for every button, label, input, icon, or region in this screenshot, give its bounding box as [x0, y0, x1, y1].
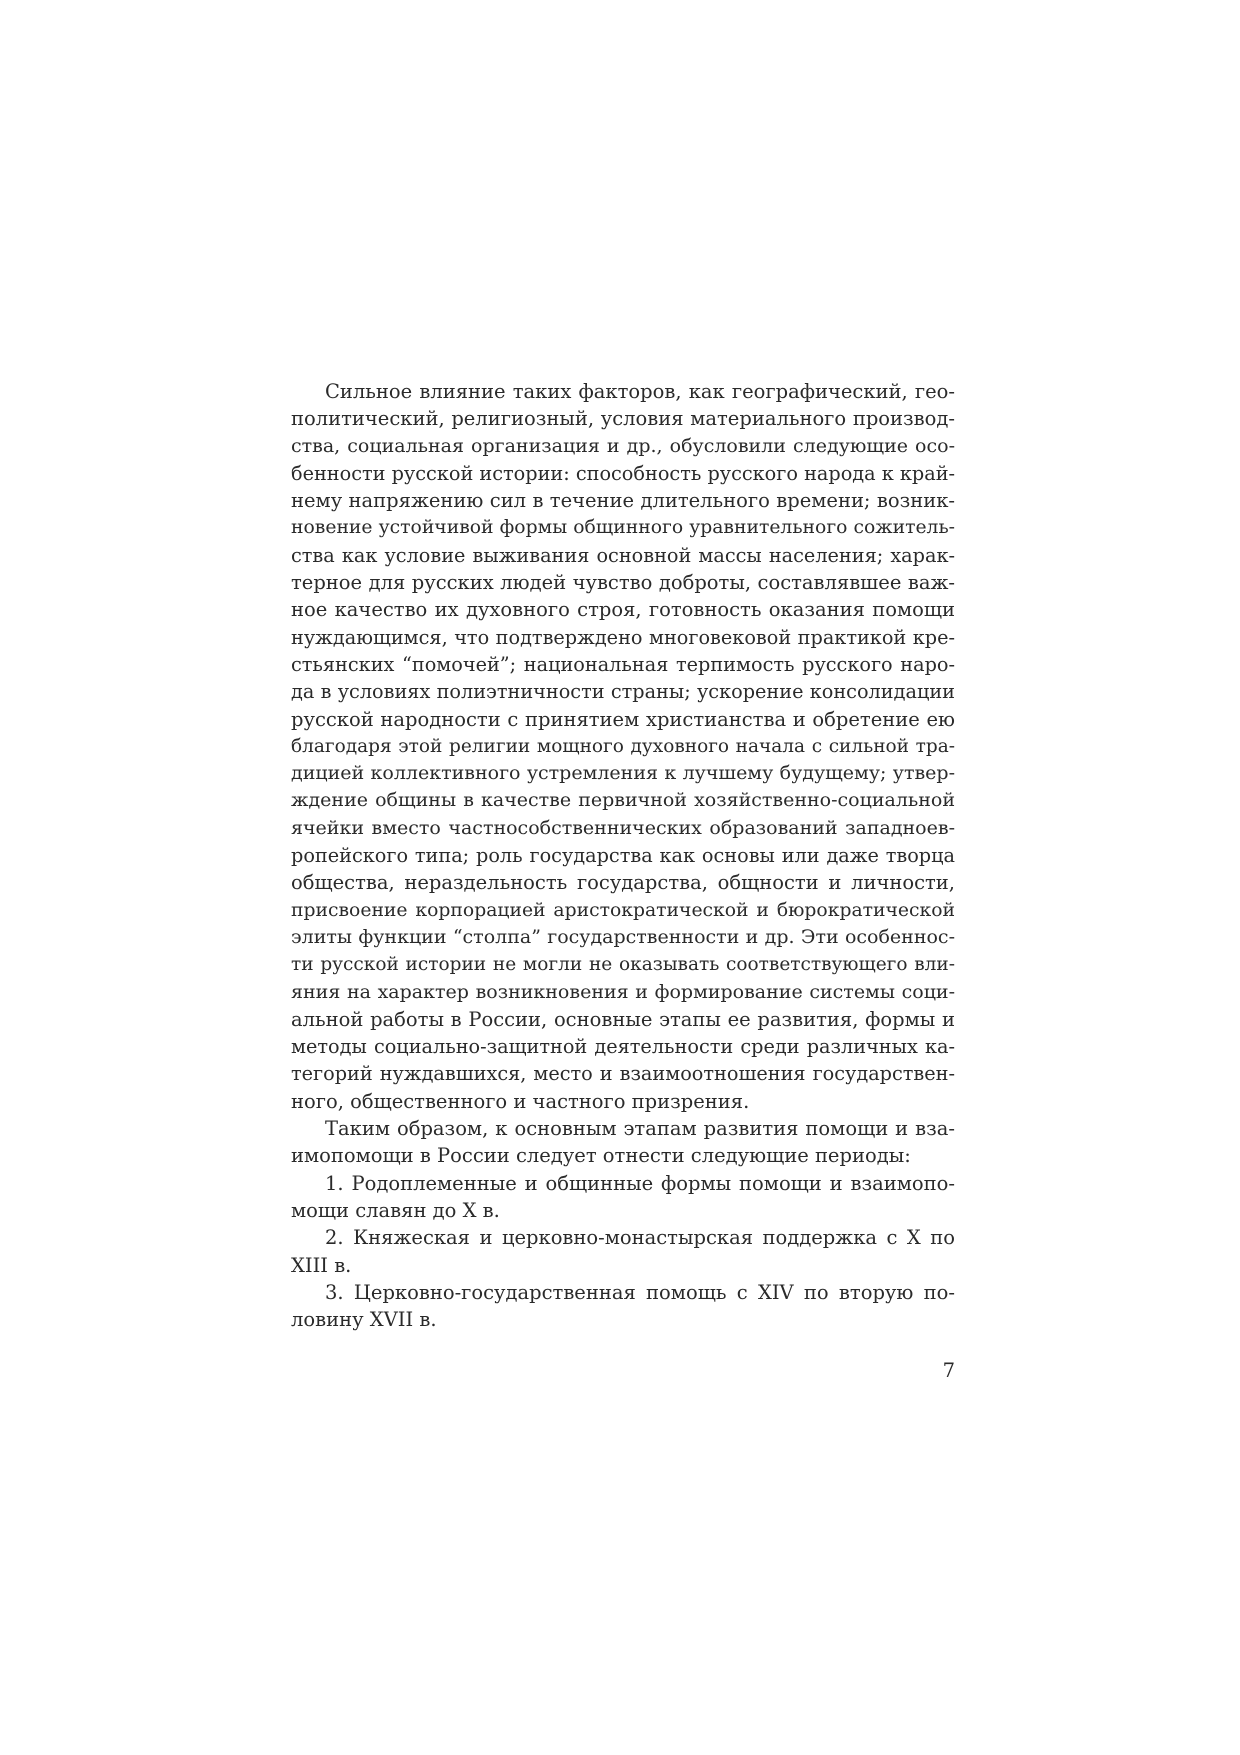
- text-line: ячейки вместо частнособственнических образований западноев-: [291, 816, 955, 839]
- text-line: XIII в.: [291, 1253, 352, 1277]
- text-line: ловину XVII в.: [291, 1308, 437, 1332]
- text-line: методы социально-защитной деятельности среди различных ка-: [291, 1035, 955, 1059]
- text-line: ждение общины в качестве первичной хозяйственно-социальной: [291, 789, 955, 812]
- list-item-3: [291, 1279, 955, 1334]
- text-line: яния на характер возникновения и формирование системы соци-: [291, 980, 955, 1003]
- text-line: присвоение корпорацией аристократической и бюрократической: [291, 899, 955, 921]
- text-line: Таким образом, к основным этапам развития помощи и вза-: [325, 1117, 955, 1141]
- text-line: ти русской истории не могли не оказывать соответствующего вли-: [291, 954, 955, 976]
- text-line: политический, религиозный, условия материального производ-: [291, 407, 955, 431]
- text-line: ства как условие выживания основной массы населения; харак-: [291, 543, 955, 567]
- text-line: ропейского типа; роль государства как основы или даже творца: [291, 844, 955, 868]
- text-line: новение устойчивой формы общинного уравнительного сожитель-: [291, 517, 955, 539]
- list-item-2: [291, 1224, 955, 1279]
- text-line: русской народности с принятием христианства и обретение ею: [291, 707, 955, 731]
- body-text: [291, 378, 955, 1333]
- text-line: нуждающимся, что подтверждено многовековой практикой кре-: [291, 625, 955, 649]
- text-line: нему напряжению сил в течение длительного времени; возник-: [291, 489, 955, 513]
- text-line: терное для русских людей чувство доброты, составлявшее важ-: [291, 571, 955, 595]
- text-line: мощи славян до X в.: [291, 1198, 500, 1222]
- text-line: ства, социальная организация и др., обусловили следующие осо-: [291, 434, 955, 457]
- text-line: 2. Княжеская и церковно-монастырская поддержка с X по: [325, 1226, 955, 1250]
- text-line: альной работы в России, основные этапы ее развития, формы и: [291, 1007, 955, 1031]
- page-number: 7: [942, 1359, 955, 1382]
- list-item-1: [291, 1170, 955, 1225]
- text-line: стьянских “помочей”; национальная терпимость русского наро-: [291, 652, 955, 676]
- paragraph-2: [291, 1115, 955, 1170]
- text-line: тегорий нуждавшихся, место и взаимоотношения государствен-: [291, 1062, 955, 1086]
- text-line: дицией коллективного устремления к лучшему будущему; утвер-: [291, 762, 955, 785]
- text-line: элиты функции “столпа” государственности и др. Эти особеннос-: [291, 925, 955, 948]
- text-line: имопомощи в России следует отнести следующие периоды:: [291, 1144, 911, 1168]
- text-line: благодаря этой религии мощного духовного начала с сильной тра-: [291, 735, 955, 757]
- text-line: общества, нераздельность государства, общности и личности,: [291, 871, 955, 895]
- text-line: ного, общественного и частного призрения.: [291, 1089, 750, 1113]
- text-line: бенности русской истории: способность русского народа к край-: [291, 461, 956, 485]
- text-line: ное качество их духовного строя, готовность оказания помощи: [291, 598, 955, 622]
- text-line: 1. Родоплеменные и общинные формы помощи и взаимопо-: [325, 1171, 955, 1195]
- paragraph-1: [291, 378, 955, 1115]
- text-line: Сильное влияние таких факторов, как географический, гео-: [325, 380, 955, 403]
- text-line: да в условиях полиэтничности страны; ускорение консолидации: [291, 680, 955, 704]
- text-line: 3. Церковно-государственная помощь с XIV по вторую по-: [325, 1280, 955, 1304]
